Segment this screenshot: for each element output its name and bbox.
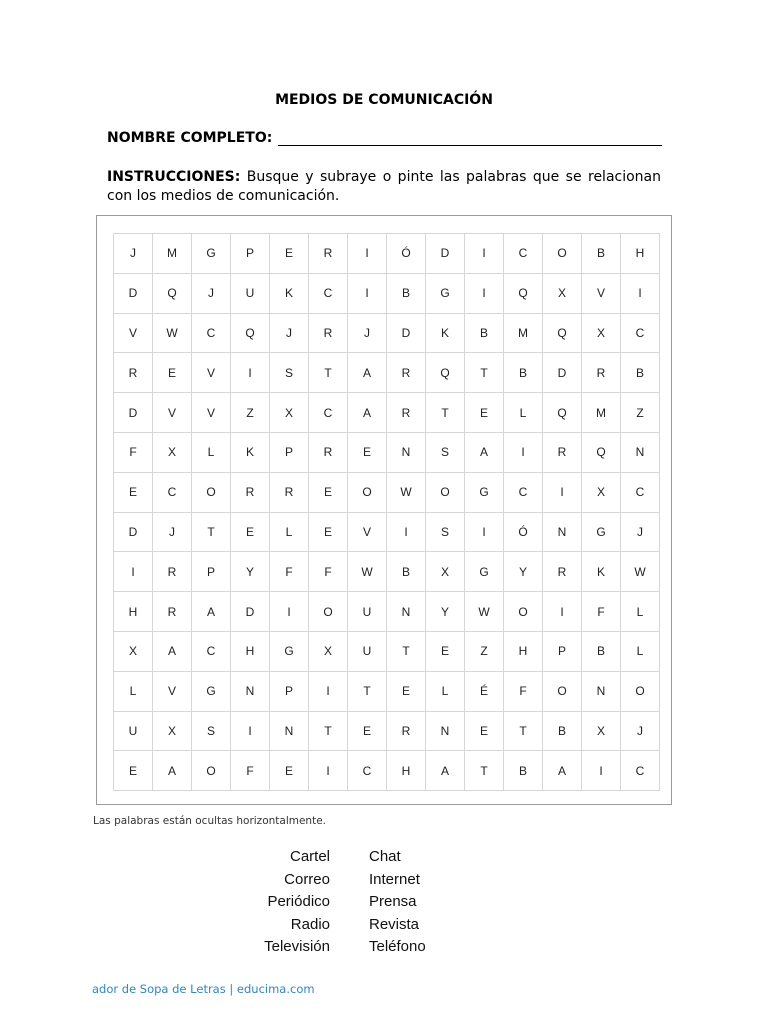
grid-cell[interactable]: C bbox=[153, 473, 192, 513]
grid-cell[interactable]: M bbox=[582, 393, 621, 433]
grid-cell[interactable]: E bbox=[270, 234, 309, 274]
grid-cell[interactable]: H bbox=[504, 632, 543, 672]
grid-cell[interactable]: X bbox=[309, 632, 348, 672]
grid-cell[interactable]: R bbox=[543, 433, 582, 473]
footer-credit[interactable]: ador de Sopa de Letras | educima.com bbox=[92, 982, 315, 996]
grid-cell[interactable]: F bbox=[270, 552, 309, 592]
grid-cell[interactable]: E bbox=[231, 513, 270, 553]
grid-cell[interactable]: B bbox=[543, 712, 582, 752]
grid-cell[interactable]: R bbox=[309, 433, 348, 473]
grid-cell[interactable]: X bbox=[582, 473, 621, 513]
grid-cell[interactable]: W bbox=[387, 473, 426, 513]
grid-cell[interactable]: J bbox=[348, 314, 387, 354]
grid-cell[interactable]: É bbox=[465, 672, 504, 712]
grid-cell[interactable]: O bbox=[543, 234, 582, 274]
grid-cell[interactable]: E bbox=[270, 751, 309, 791]
word-item: Periódico bbox=[267, 893, 330, 910]
grid-cell[interactable]: H bbox=[621, 234, 660, 274]
grid-cell[interactable]: F bbox=[504, 672, 543, 712]
grid-cell[interactable]: J bbox=[621, 513, 660, 553]
grid-cell[interactable]: X bbox=[582, 712, 621, 752]
grid-cell[interactable]: T bbox=[465, 353, 504, 393]
word-item: Televisión bbox=[264, 938, 330, 955]
grid-cell[interactable]: O bbox=[621, 672, 660, 712]
grid-cell[interactable]: S bbox=[192, 712, 231, 752]
grid-cell[interactable]: D bbox=[543, 353, 582, 393]
grid-cell[interactable]: V bbox=[114, 314, 153, 354]
grid-cell[interactable]: G bbox=[582, 513, 621, 553]
grid-cell[interactable]: X bbox=[153, 712, 192, 752]
grid-cell[interactable]: Q bbox=[543, 314, 582, 354]
grid-cell[interactable]: A bbox=[348, 393, 387, 433]
grid-cell[interactable]: G bbox=[192, 234, 231, 274]
grid-cell[interactable]: N bbox=[387, 433, 426, 473]
grid-cell[interactable]: P bbox=[231, 234, 270, 274]
grid-cell[interactable]: E bbox=[114, 473, 153, 513]
grid-cell[interactable]: T bbox=[348, 672, 387, 712]
grid-cell[interactable]: E bbox=[387, 672, 426, 712]
grid-cell[interactable]: N bbox=[543, 513, 582, 553]
grid-cell[interactable]: N bbox=[231, 672, 270, 712]
grid-cell[interactable]: B bbox=[582, 632, 621, 672]
grid-cell[interactable]: D bbox=[387, 314, 426, 354]
grid-cell[interactable]: C bbox=[309, 393, 348, 433]
word-item: Prensa bbox=[369, 893, 417, 910]
grid-cell[interactable]: S bbox=[270, 353, 309, 393]
grid-cell[interactable]: Y bbox=[231, 552, 270, 592]
grid-cell[interactable]: T bbox=[504, 712, 543, 752]
word-item: Correo bbox=[284, 870, 330, 888]
grid-cell[interactable]: J bbox=[621, 712, 660, 752]
grid-cell[interactable]: I bbox=[543, 592, 582, 632]
grid-cell[interactable]: G bbox=[465, 473, 504, 513]
grid-cell[interactable]: I bbox=[504, 433, 543, 473]
grid-cell[interactable]: B bbox=[504, 353, 543, 393]
grid-cell[interactable]: M bbox=[504, 314, 543, 354]
grid-cell[interactable]: I bbox=[309, 751, 348, 791]
grid-cell[interactable]: B bbox=[582, 234, 621, 274]
grid-cell[interactable]: W bbox=[348, 552, 387, 592]
grid-cell[interactable]: A bbox=[543, 751, 582, 791]
grid-cell[interactable]: E bbox=[114, 751, 153, 791]
grid-cell[interactable]: F bbox=[231, 751, 270, 791]
grid-cell[interactable]: Ó bbox=[504, 513, 543, 553]
grid-cell[interactable]: I bbox=[114, 552, 153, 592]
grid-cell[interactable]: E bbox=[348, 712, 387, 752]
word-item: Revista bbox=[369, 915, 420, 933]
word-search-grid bbox=[113, 233, 660, 791]
name-field-row bbox=[107, 130, 662, 146]
grid-cell[interactable]: L bbox=[192, 433, 231, 473]
name-blank-line[interactable] bbox=[278, 130, 662, 146]
grid-cell[interactable]: Z bbox=[231, 393, 270, 433]
grid-cell[interactable]: I bbox=[465, 274, 504, 314]
grid-cell[interactable]: M bbox=[153, 234, 192, 274]
word-list-row bbox=[0, 848, 768, 870]
grid-cell[interactable]: S bbox=[426, 513, 465, 553]
grid-cell[interactable]: U bbox=[114, 712, 153, 752]
grid-cell[interactable]: O bbox=[426, 473, 465, 513]
instructions-text: Busque y subraye o pinte las palabras que se relacionan con los medios de comunicación. bbox=[107, 169, 661, 204]
grid-cell[interactable]: R bbox=[231, 473, 270, 513]
grid-cell[interactable]: Z bbox=[465, 632, 504, 672]
grid-cell[interactable]: C bbox=[309, 274, 348, 314]
grid-cell[interactable]: A bbox=[426, 751, 465, 791]
grid-cell[interactable]: A bbox=[348, 353, 387, 393]
grid-cell[interactable]: I bbox=[348, 274, 387, 314]
grid-cell[interactable]: L bbox=[621, 592, 660, 632]
grid-cell[interactable]: E bbox=[153, 353, 192, 393]
grid-cell[interactable]: K bbox=[426, 314, 465, 354]
grid-cell[interactable]: I bbox=[387, 513, 426, 553]
grid-cell[interactable]: Y bbox=[504, 552, 543, 592]
grid-cell[interactable]: J bbox=[114, 234, 153, 274]
page-title: MEDIOS DE COMUNICACIÓN bbox=[275, 92, 493, 108]
grid-cell[interactable]: X bbox=[270, 393, 309, 433]
grid-cell[interactable]: I bbox=[309, 672, 348, 712]
grid-cell[interactable]: J bbox=[153, 513, 192, 553]
grid-cell[interactable]: R bbox=[153, 552, 192, 592]
grid-cell[interactable]: C bbox=[621, 473, 660, 513]
word-list-row bbox=[0, 893, 768, 915]
grid-cell[interactable]: D bbox=[426, 234, 465, 274]
grid-cell[interactable]: O bbox=[504, 592, 543, 632]
grid-cell[interactable]: C bbox=[192, 314, 231, 354]
grid-cell[interactable]: P bbox=[270, 433, 309, 473]
grid-cell[interactable]: B bbox=[504, 751, 543, 791]
grid-cell[interactable]: X bbox=[543, 274, 582, 314]
grid-cell[interactable]: C bbox=[192, 632, 231, 672]
grid-cell[interactable]: G bbox=[192, 672, 231, 712]
grid-cell[interactable]: Z bbox=[621, 393, 660, 433]
word-item: Chat bbox=[369, 848, 401, 865]
grid-cell[interactable]: C bbox=[621, 314, 660, 354]
grid-cell[interactable]: W bbox=[153, 314, 192, 354]
grid-cell[interactable]: S bbox=[426, 433, 465, 473]
grid-cell[interactable]: U bbox=[348, 592, 387, 632]
grid-cell[interactable]: D bbox=[114, 393, 153, 433]
grid-cell[interactable]: O bbox=[309, 592, 348, 632]
grid-cell[interactable]: N bbox=[387, 592, 426, 632]
word-item: Internet bbox=[369, 870, 420, 888]
grid-cell[interactable]: C bbox=[504, 234, 543, 274]
grid-cell[interactable]: R bbox=[387, 393, 426, 433]
grid-cell[interactable]: H bbox=[231, 632, 270, 672]
instructions bbox=[107, 168, 661, 206]
grid-cell[interactable]: B bbox=[465, 314, 504, 354]
word-item: Radio bbox=[290, 915, 330, 933]
grid-cell[interactable]: K bbox=[582, 552, 621, 592]
grid-cell[interactable]: I bbox=[621, 274, 660, 314]
grid-cell[interactable]: L bbox=[114, 672, 153, 712]
grid-cell[interactable]: V bbox=[153, 393, 192, 433]
word-list-row bbox=[0, 916, 768, 938]
grid-cell[interactable]: E bbox=[465, 393, 504, 433]
grid-cell[interactable]: P bbox=[270, 672, 309, 712]
word-item: Cartel bbox=[289, 848, 330, 865]
grid-cell[interactable]: H bbox=[114, 592, 153, 632]
grid-cell[interactable]: N bbox=[426, 712, 465, 752]
grid-cell[interactable]: B bbox=[621, 353, 660, 393]
grid-cell[interactable]: Q bbox=[426, 353, 465, 393]
grid-cell[interactable]: Ó bbox=[387, 234, 426, 274]
grid-cell[interactable]: L bbox=[621, 632, 660, 672]
grid-cell[interactable]: F bbox=[582, 592, 621, 632]
grid-cell[interactable]: A bbox=[153, 751, 192, 791]
grid-cell[interactable]: W bbox=[621, 552, 660, 592]
grid-cell[interactable]: V bbox=[153, 672, 192, 712]
grid-cell[interactable]: K bbox=[270, 274, 309, 314]
grid-cell[interactable]: R bbox=[153, 592, 192, 632]
word-list-row bbox=[0, 938, 768, 960]
grid-cell[interactable]: P bbox=[192, 552, 231, 592]
grid-cell[interactable]: J bbox=[270, 314, 309, 354]
grid-cell[interactable]: R bbox=[270, 473, 309, 513]
grid-cell[interactable]: I bbox=[582, 751, 621, 791]
grid-cell[interactable]: Q bbox=[153, 274, 192, 314]
grid-cell[interactable]: L bbox=[504, 393, 543, 433]
grid-cell[interactable]: T bbox=[192, 513, 231, 553]
grid-cell[interactable]: Q bbox=[582, 433, 621, 473]
grid-cell[interactable]: X bbox=[114, 632, 153, 672]
grid-cell[interactable]: D bbox=[231, 592, 270, 632]
grid-cell[interactable]: G bbox=[465, 552, 504, 592]
grid-cell[interactable]: E bbox=[465, 712, 504, 752]
grid-cell[interactable]: V bbox=[192, 353, 231, 393]
grid-cell[interactable]: U bbox=[231, 274, 270, 314]
grid-cell[interactable]: T bbox=[387, 632, 426, 672]
grid-cell[interactable]: P bbox=[543, 632, 582, 672]
grid-cell[interactable]: I bbox=[465, 234, 504, 274]
grid-cell[interactable]: T bbox=[465, 751, 504, 791]
grid-cell[interactable]: E bbox=[348, 433, 387, 473]
grid-cell[interactable]: X bbox=[153, 433, 192, 473]
grid-cell[interactable]: U bbox=[348, 632, 387, 672]
grid-cell[interactable]: I bbox=[348, 234, 387, 274]
grid-cell[interactable]: Y bbox=[426, 592, 465, 632]
name-label: NOMBRE COMPLETO: bbox=[107, 130, 273, 146]
grid-cell[interactable]: H bbox=[387, 751, 426, 791]
grid-cell[interactable]: Q bbox=[543, 393, 582, 433]
grid-cell[interactable]: B bbox=[387, 552, 426, 592]
grid-cell[interactable]: R bbox=[387, 712, 426, 752]
grid-cell[interactable]: J bbox=[192, 274, 231, 314]
grid-cell[interactable]: X bbox=[582, 314, 621, 354]
grid-cell[interactable]: C bbox=[348, 751, 387, 791]
grid-cell[interactable]: I bbox=[270, 592, 309, 632]
grid-cell[interactable]: R bbox=[582, 353, 621, 393]
grid-cell[interactable]: N bbox=[270, 712, 309, 752]
grid-cell[interactable]: R bbox=[114, 353, 153, 393]
instructions-label: INSTRUCCIONES: bbox=[107, 169, 241, 185]
grid-cell[interactable]: V bbox=[582, 274, 621, 314]
grid-cell[interactable]: N bbox=[582, 672, 621, 712]
grid-cell[interactable]: I bbox=[465, 513, 504, 553]
grid-cell[interactable]: F bbox=[309, 552, 348, 592]
grid-cell[interactable]: X bbox=[426, 552, 465, 592]
grid-cell[interactable]: L bbox=[426, 672, 465, 712]
grid-cell[interactable]: K bbox=[231, 433, 270, 473]
word-item: Teléfono bbox=[369, 938, 426, 955]
grid-cell[interactable]: T bbox=[426, 393, 465, 433]
grid-cell[interactable]: E bbox=[309, 513, 348, 553]
hint-text: Las palabras están ocultas horizontalmente. bbox=[93, 815, 326, 827]
grid-cell[interactable]: B bbox=[387, 274, 426, 314]
grid-cell[interactable]: V bbox=[348, 513, 387, 553]
grid-cell[interactable]: D bbox=[114, 274, 153, 314]
grid-cell[interactable]: T bbox=[309, 353, 348, 393]
grid-cell[interactable]: O bbox=[192, 473, 231, 513]
grid-cell[interactable]: A bbox=[465, 433, 504, 473]
grid-cell[interactable]: G bbox=[270, 632, 309, 672]
grid-cell[interactable]: D bbox=[114, 513, 153, 553]
grid-cell[interactable]: G bbox=[426, 274, 465, 314]
word-list-row bbox=[0, 871, 768, 893]
grid-cell[interactable]: W bbox=[465, 592, 504, 632]
grid-cell[interactable]: F bbox=[114, 433, 153, 473]
grid-cell[interactable]: R bbox=[309, 234, 348, 274]
grid-cell[interactable]: O bbox=[192, 751, 231, 791]
grid-cell[interactable]: E bbox=[309, 473, 348, 513]
grid-cell[interactable]: C bbox=[504, 473, 543, 513]
grid-cell[interactable]: C bbox=[621, 751, 660, 791]
grid-cell[interactable]: Q bbox=[504, 274, 543, 314]
grid-cell[interactable]: R bbox=[543, 552, 582, 592]
grid-cell[interactable]: E bbox=[426, 632, 465, 672]
grid-cell[interactable]: I bbox=[231, 712, 270, 752]
grid-cell[interactable]: Q bbox=[231, 314, 270, 354]
grid-cell[interactable]: R bbox=[387, 353, 426, 393]
grid-cell[interactable]: L bbox=[270, 513, 309, 553]
grid-cell[interactable]: O bbox=[348, 473, 387, 513]
grid-cell[interactable]: V bbox=[192, 393, 231, 433]
grid-cell[interactable]: R bbox=[309, 314, 348, 354]
grid-cell[interactable]: I bbox=[231, 353, 270, 393]
grid-cell[interactable]: A bbox=[192, 592, 231, 632]
grid-cell[interactable]: N bbox=[621, 433, 660, 473]
grid-cell[interactable]: I bbox=[543, 473, 582, 513]
grid-cell[interactable]: O bbox=[543, 672, 582, 712]
grid-cell[interactable]: T bbox=[309, 712, 348, 752]
grid-cell[interactable]: A bbox=[153, 632, 192, 672]
